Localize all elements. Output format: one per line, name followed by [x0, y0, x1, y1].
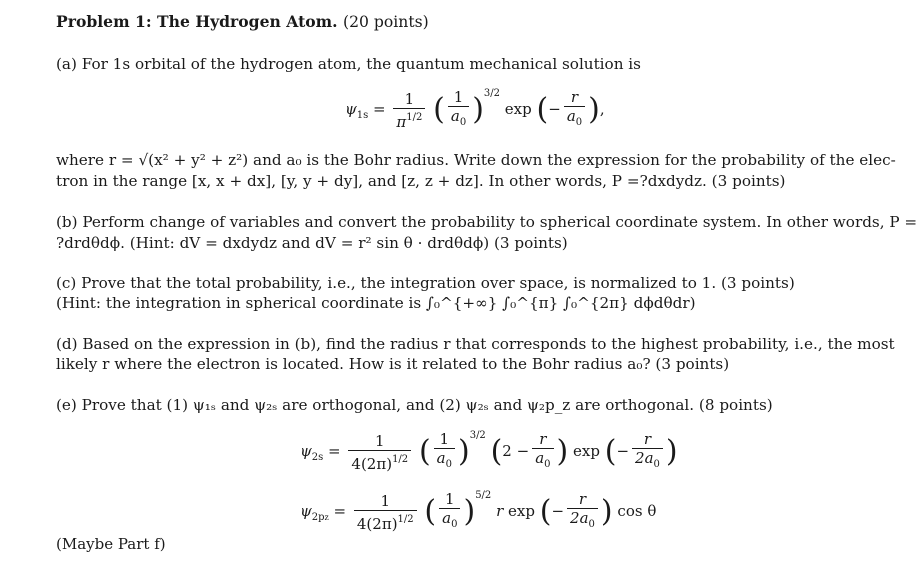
psi-1s-lhs: ψ: [345, 100, 357, 118]
psi-1s-power: 3/2: [483, 88, 500, 99]
psi-1s-equals: =: [373, 100, 386, 118]
left-paren: (: [418, 434, 431, 469]
left-paren: (: [490, 434, 503, 469]
psi-2s-exp: exp: [573, 442, 600, 460]
psi-2pz-exp: exp: [508, 502, 535, 520]
right-paren: ): [588, 92, 600, 127]
part-c-line-2: (Hint: the integration in spherical coordinate is ∫₀^{+∞} ∫₀^{π} ∫₀^{2π} dϕdθdr): [56, 294, 696, 312]
part-e-line-1: (e) Prove that (1) ψ₁ₛ and ψ₂ₛ are orthogonal, and (2) ψ₂ₛ and ψ₂p_z are orthogonal. (8 points): [56, 396, 773, 414]
psi-2pz-argument: [567, 490, 598, 534]
psi-2pz-lhs-subsub: z: [324, 513, 329, 522]
right-paren: ): [600, 494, 613, 529]
psi-2s-factor: [434, 430, 455, 474]
psi-1s-argument: [564, 88, 585, 132]
psi-1s-lhs-sub: 1s: [356, 110, 369, 121]
psi-2pz-power: 5/2: [475, 490, 492, 501]
part-a-line-1: (a) For 1s orbital of the hydrogen atom, the quantum mechanical solution is: [56, 55, 641, 73]
psi-2s-coefficient-num: 1: [348, 432, 411, 451]
left-paren: (: [539, 494, 552, 529]
psi-2s-equals: =: [328, 442, 341, 460]
psi-2pz-lhs-sub-text: 2p: [311, 512, 325, 523]
psi-2pz-argument-num: r: [567, 490, 598, 509]
right-paren: ): [665, 434, 678, 469]
psi-2pz-coefficient-den: 4(2π): [356, 514, 398, 533]
psi-2s-factor-den-sub: 0: [445, 459, 452, 470]
psi-2s-arg-sign: −: [616, 442, 630, 460]
equation-psi-2s: [300, 430, 678, 474]
equation-psi-1s: [345, 88, 605, 132]
psi-2pz-factor-num: 1: [439, 490, 460, 509]
psi-2s-mid-num: r: [532, 430, 553, 449]
psi-1s-coefficient-den-sup: 1/2: [406, 111, 423, 123]
psi-2s-lhs: ψ: [300, 442, 312, 460]
psi-1s-factor-num: 1: [448, 88, 469, 107]
equation-psi-2pz: [300, 490, 656, 534]
psi-2pz-coefficient-num: 1: [354, 492, 417, 511]
psi-2s-power: 3/2: [469, 430, 486, 441]
right-paren: ): [463, 494, 476, 529]
left-paren: (: [536, 92, 549, 127]
psi-2pz-arg-sign: −: [551, 502, 565, 520]
psi-1s-factor: [448, 88, 469, 132]
problem-points: (20 points): [343, 13, 429, 31]
psi-2s-mid-fraction: [532, 430, 553, 474]
psi-2s-coefficient-den-sup: 1/2: [392, 453, 409, 465]
psi-1s-argument-num: r: [564, 88, 585, 107]
psi-2pz-lhs-sub: [312, 512, 329, 523]
part-c-line-1: (c) Prove that the total probability, i.e., the integration over space, is normalized to 1. (3 points): [56, 274, 795, 292]
psi-2pz-coefficient: [354, 492, 417, 533]
cutoff-text: [56, 535, 186, 553]
psi-2s-mid-pre: 2 −: [502, 442, 530, 460]
psi-1s-factor-den-sub: 0: [459, 117, 467, 128]
problem-title-text: Problem 1: The Hydrogen Atom.: [56, 12, 338, 31]
psi-2pz-coefficient-den-sup: 1/2: [397, 513, 414, 525]
psi-1s-argument-den-sub: 0: [575, 117, 583, 128]
psi-1s-tail: ,: [599, 100, 605, 118]
psi-2pz-argument-den-sub: 0: [588, 519, 595, 530]
right-paren: ): [556, 434, 569, 469]
psi-2s-mid-den-sub: 0: [544, 459, 551, 470]
right-paren: ): [472, 92, 484, 127]
psi-1s-argument-den: a: [566, 107, 576, 125]
psi-1s-factor-den: a: [450, 107, 460, 125]
psi-2pz-factor: [439, 490, 460, 534]
psi-2s-argument-num: r: [632, 430, 663, 449]
cutoff-text-content: (Maybe Part f): [56, 535, 166, 553]
psi-2s-lhs-sub: 2s: [311, 452, 324, 463]
part-d-line-1: (d) Based on the expression in (b), find the radius r that corresponds to the highest probability, i.e., the most: [56, 335, 895, 353]
psi-2pz-factor-den-sub: 0: [451, 519, 458, 530]
left-paren: (: [424, 494, 437, 529]
part-d-line-2: likely r where the electron is located. How is it related to the Bohr radius a₀? (3 points): [56, 355, 730, 373]
left-paren: (: [433, 92, 445, 127]
psi-2s-argument: [632, 430, 663, 474]
psi-1s-exp: exp: [504, 100, 532, 118]
psi-2pz-factor-den: a: [442, 509, 452, 527]
psi-2pz-equals: =: [333, 502, 347, 520]
problem-title: [56, 12, 429, 32]
psi-2s-argument-den-sub: 0: [653, 459, 660, 470]
psi-2s-coefficient: [348, 432, 411, 473]
part-a-line-2: where r = √(x² + y² + z²) and a₀ is the Bohr radius. Write down the expression for the probability of the elec-: [56, 151, 896, 169]
psi-2s-coefficient-den: 4(2π): [351, 454, 393, 473]
psi-1s-coefficient-den: π: [396, 112, 407, 131]
psi-2s-factor-den: a: [436, 449, 446, 467]
psi-2pz-trail: cos θ: [617, 502, 657, 520]
psi-1s-coefficient-num: 1: [393, 90, 425, 109]
right-paren: ): [457, 434, 470, 469]
psi-1s-arg-sign: −: [548, 100, 561, 118]
psi-2s-argument-den: 2a: [635, 449, 654, 467]
psi-2pz-lhs: ψ: [300, 502, 312, 520]
psi-2pz-r: r: [496, 502, 504, 520]
psi-2s-mid-den: a: [535, 449, 545, 467]
part-b-line-1: (b) Perform change of variables and convert the probability to spherical coordinate system. In other words, P =: [56, 213, 917, 231]
psi-1s-coefficient: [393, 90, 425, 131]
part-a-line-3: tron in the range [x, x + dx], [y, y + dy], and [z, z + dz]. In other words, P =?dxdydz. (3 points): [56, 172, 786, 190]
psi-2s-factor-num: 1: [434, 430, 455, 449]
psi-2pz-argument-den: 2a: [570, 509, 589, 527]
part-b-line-2: ?drdθdϕ. (Hint: dV = dxdydz and dV = r² sin θ · drdθdϕ) (3 points): [56, 234, 568, 252]
left-paren: (: [604, 434, 617, 469]
